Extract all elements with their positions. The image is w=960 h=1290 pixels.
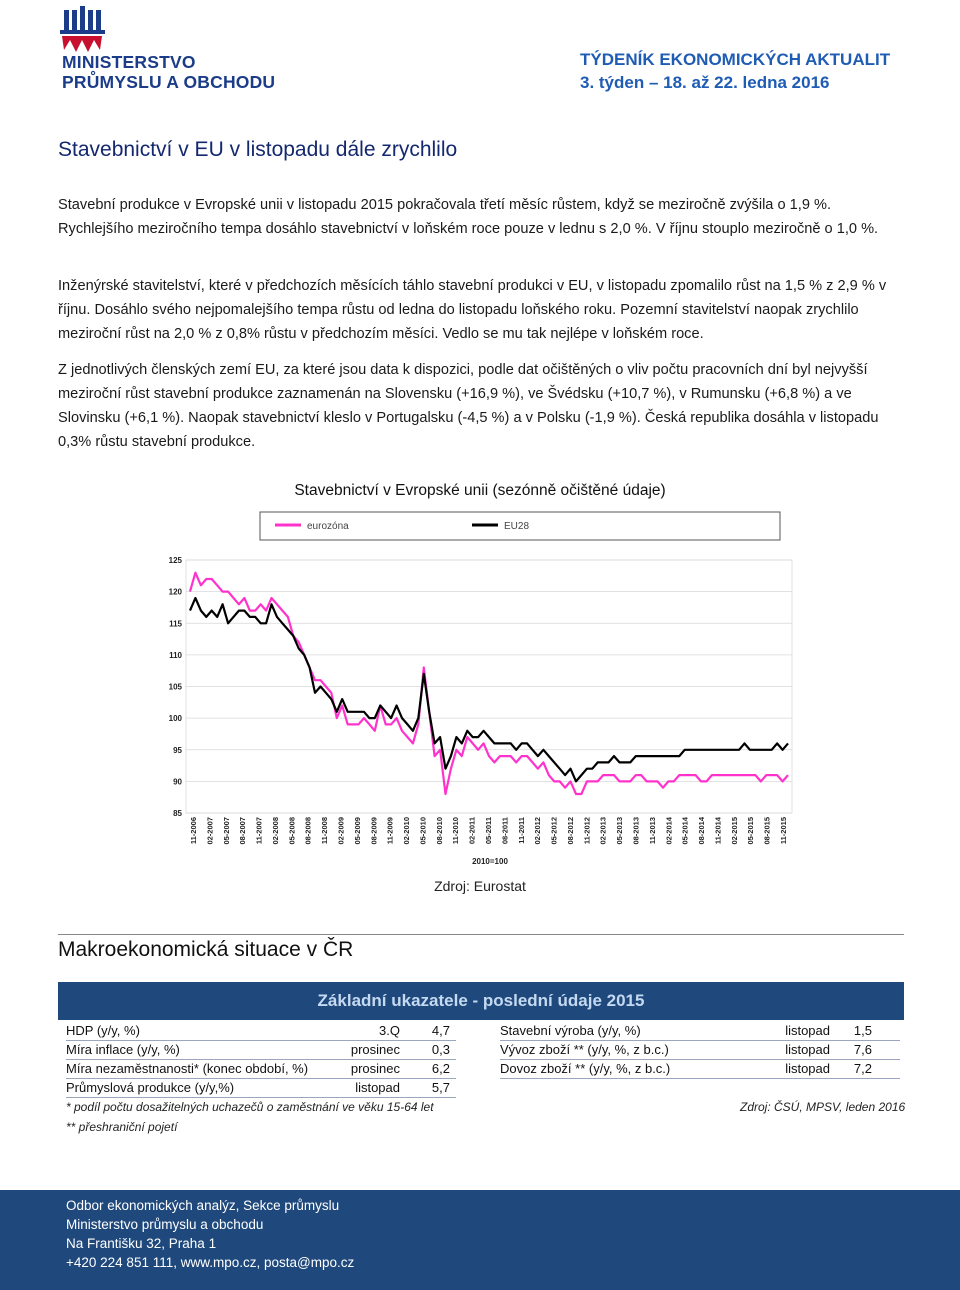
y-tick-label: 95 bbox=[173, 745, 182, 755]
x-tick-label: 11-2013 bbox=[647, 817, 657, 845]
footer-contact: +420 224 851 111, www.mpo.cz, posta@mpo.cz bbox=[66, 1255, 355, 1270]
x-tick-label: 11-2011 bbox=[516, 817, 526, 844]
y-tick-label: 90 bbox=[173, 777, 182, 787]
week-label: 3. týden – 18. až 22. ledna 2016 bbox=[580, 73, 830, 92]
indicator-period: listopad bbox=[785, 1023, 830, 1038]
footer bbox=[0, 1190, 960, 1290]
x-tick-label: 02-2011 bbox=[467, 817, 477, 845]
indicator-row bbox=[500, 1021, 900, 1040]
indicator-name: Stavební výroba (y/y, %) bbox=[500, 1023, 641, 1038]
x-tick-label: 08-2007 bbox=[238, 817, 248, 845]
footer-address: Na Františku 32, Praha 1 bbox=[66, 1236, 217, 1251]
x-axis-note: 2010=100 bbox=[472, 857, 508, 866]
section-divider bbox=[58, 934, 904, 935]
indicator-value: 7,2 bbox=[853, 1061, 872, 1076]
indicator-period: prosinec bbox=[350, 1061, 400, 1076]
indicator-period: 3.Q bbox=[379, 1023, 400, 1038]
x-tick-label: 05-2015 bbox=[746, 817, 756, 845]
indicator-value: 5,7 bbox=[431, 1080, 450, 1095]
footnote-unemployment: * podíl počtu dosažitelných uchazečů o zaměstnání ve věku 15-64 let bbox=[66, 1100, 434, 1114]
section-title: Makroekonomická situace v ČR bbox=[58, 938, 354, 961]
indicators-header-label: Základní ukazatele - poslední údaje 2015 bbox=[317, 991, 645, 1010]
x-tick-label: 08-2015 bbox=[762, 817, 772, 845]
indicator-period: listopad bbox=[355, 1080, 400, 1095]
x-tick-label: 11-2009 bbox=[385, 817, 395, 845]
row-divider bbox=[66, 1097, 456, 1098]
indicator-value: 1,5 bbox=[853, 1023, 872, 1038]
x-tick-label: 08-2012 bbox=[565, 817, 575, 845]
x-tick-label: 11-2008 bbox=[320, 817, 330, 845]
legend-label: eurozóna bbox=[307, 521, 349, 532]
indicator-name: HDP (y/y, %) bbox=[66, 1023, 140, 1038]
x-tick-label: 08-2014 bbox=[697, 817, 707, 845]
x-tick-label: 05-2014 bbox=[680, 817, 690, 845]
indicator-name: Míra nezaměstnanosti* (konec období, %) bbox=[66, 1061, 309, 1076]
construction-chart bbox=[160, 508, 800, 876]
x-tick-label: 11-2006 bbox=[188, 817, 198, 845]
x-tick-label: 05-2007 bbox=[221, 817, 231, 845]
indicator-name: Dovoz zboží ** (y/y, %, z b.c.) bbox=[500, 1061, 671, 1076]
x-tick-label: 11-2007 bbox=[254, 817, 264, 845]
legend-label: EU28 bbox=[504, 521, 530, 532]
paragraph-2: Inženýrské stavitelství, které v předchozích měsících táhlo stavební produkci v EU, v listopadu zpomalilo růst na 1,5 % z 2,9 % v říjnu. Dosáhlo svého nejpomalejšího tempa růstu od ledna do listopadu loňského roku. Pozemní stavitelství naopak zrychlilo meziroční růst na 2,0 % z 0,8% růstu v předchozím měsíci. Vedlo se mu tak nejlépe v loňském roce. bbox=[58, 278, 887, 342]
x-tick-label: 08-2008 bbox=[303, 817, 313, 845]
chart-source: Zdroj: Eurostat bbox=[434, 878, 526, 894]
y-tick-label: 115 bbox=[169, 619, 182, 629]
x-tick-label: 02-2013 bbox=[598, 817, 608, 845]
x-tick-label: 02-2012 bbox=[533, 817, 543, 845]
y-tick-label: 120 bbox=[168, 587, 182, 597]
indicator-value: 4,7 bbox=[431, 1023, 450, 1038]
x-tick-label: 11-2010 bbox=[451, 817, 461, 845]
logo-line2: PRŮMYSLU A OBCHODU bbox=[62, 72, 276, 92]
indicator-row bbox=[66, 1040, 456, 1059]
x-tick-label: 08-2013 bbox=[631, 817, 641, 845]
y-tick-label: 100 bbox=[168, 714, 182, 724]
y-tick-label: 110 bbox=[169, 650, 182, 660]
indicator-name: Míra inflace (y/y, %) bbox=[66, 1042, 180, 1057]
indicator-row bbox=[500, 1040, 900, 1059]
x-tick-label: 05-2009 bbox=[352, 817, 362, 845]
indicator-period: prosinec bbox=[350, 1042, 400, 1057]
x-tick-label: 08-2010 bbox=[434, 817, 444, 845]
indicator-value: 6,2 bbox=[431, 1061, 450, 1076]
x-tick-label: 05-2010 bbox=[418, 817, 428, 845]
indicator-row bbox=[66, 1021, 456, 1040]
x-tick-label: 02-2008 bbox=[270, 817, 280, 845]
indicator-row bbox=[500, 1059, 900, 1078]
x-tick-label: 02-2009 bbox=[336, 817, 346, 845]
x-tick-label: 08-2011 bbox=[500, 817, 510, 845]
indicator-name: Vývoz zboží ** (y/y, %, z b.c.) bbox=[500, 1042, 669, 1057]
paragraph-1: Stavební produkce v Evropské unii v listopadu 2015 pokračovala třetí měsíc růstem, když se meziročně zvýšila o 1,9 %. Rychlejšího meziročního tempa dosáhlo stavebnictví v loňském roce pouze v lednu s 2,0 %. V říjnu stouplo meziročně o 1,0 %. bbox=[58, 197, 879, 237]
indicator-period: listopad bbox=[785, 1042, 830, 1057]
indicator-period: listopad bbox=[785, 1061, 830, 1076]
x-tick-label: 11-2012 bbox=[582, 817, 592, 845]
logo-line1: MINISTERSTVO bbox=[62, 52, 196, 72]
paragraph-3: Z jednotlivých členských zemí EU, za které jsou data k dispozici, podle dat očištěných o vliv počtu pracovních dní byl nejvyšší meziroční růst stavební produkce zaznamenán na Slovensku (+16,9 %), ve Švédsku (+10,7 %), v Rumunsku (+6,8 %) a ve Slovinsku (+6,1 %). Naopak stavebnictví kleslo v Portugalsku (-4,5 %) a v Polsku (-1,9 %). Česká republika dosáhla v listopadu 0,3% růstu stavební produkce. bbox=[58, 362, 879, 450]
indicator-row bbox=[66, 1078, 456, 1097]
x-tick-label: 02-2007 bbox=[205, 817, 215, 845]
chart-title: Stavebnictví v Evropské unii (sezónně očištěné údaje) bbox=[294, 482, 666, 499]
y-tick-label: 125 bbox=[168, 556, 182, 565]
x-tick-label: 11-2014 bbox=[713, 817, 723, 845]
indicator-row bbox=[66, 1059, 456, 1078]
footnote-crossborder: ** přeshraniční pojetí bbox=[66, 1120, 178, 1134]
indicator-value: 7,6 bbox=[853, 1042, 872, 1057]
indicators-header bbox=[58, 982, 904, 1020]
x-tick-label: 08-2009 bbox=[369, 817, 379, 845]
x-tick-label: 05-2011 bbox=[483, 817, 493, 845]
x-tick-label: 11-2015 bbox=[778, 817, 788, 845]
x-tick-label: 02-2015 bbox=[729, 817, 739, 845]
x-tick-label: 02-2010 bbox=[402, 817, 412, 845]
indicator-name: Průmyslová produkce (y/y,%) bbox=[66, 1080, 235, 1095]
indicator-value: 0,3 bbox=[431, 1042, 450, 1057]
x-tick-label: 05-2008 bbox=[287, 817, 297, 845]
y-tick-label: 105 bbox=[168, 682, 182, 692]
x-tick-label: 02-2014 bbox=[664, 817, 674, 845]
table-source: Zdroj: ČSÚ, MPSV, leden 2016 bbox=[740, 1100, 906, 1114]
footer-department: Odbor ekonomických analýz, Sekce průmyslu bbox=[66, 1198, 340, 1213]
x-tick-label: 05-2013 bbox=[615, 817, 625, 845]
article-title: Stavebnictví v EU v listopadu dále zrychlilo bbox=[58, 138, 458, 161]
row-divider bbox=[500, 1078, 900, 1079]
publication-title: TÝDENÍK EKONOMICKÝCH AKTUALIT bbox=[580, 50, 891, 69]
x-tick-label: 05-2012 bbox=[549, 817, 559, 845]
y-tick-label: 85 bbox=[173, 809, 182, 818]
footer-ministry: Ministerstvo průmyslu a obchodu bbox=[66, 1217, 264, 1232]
